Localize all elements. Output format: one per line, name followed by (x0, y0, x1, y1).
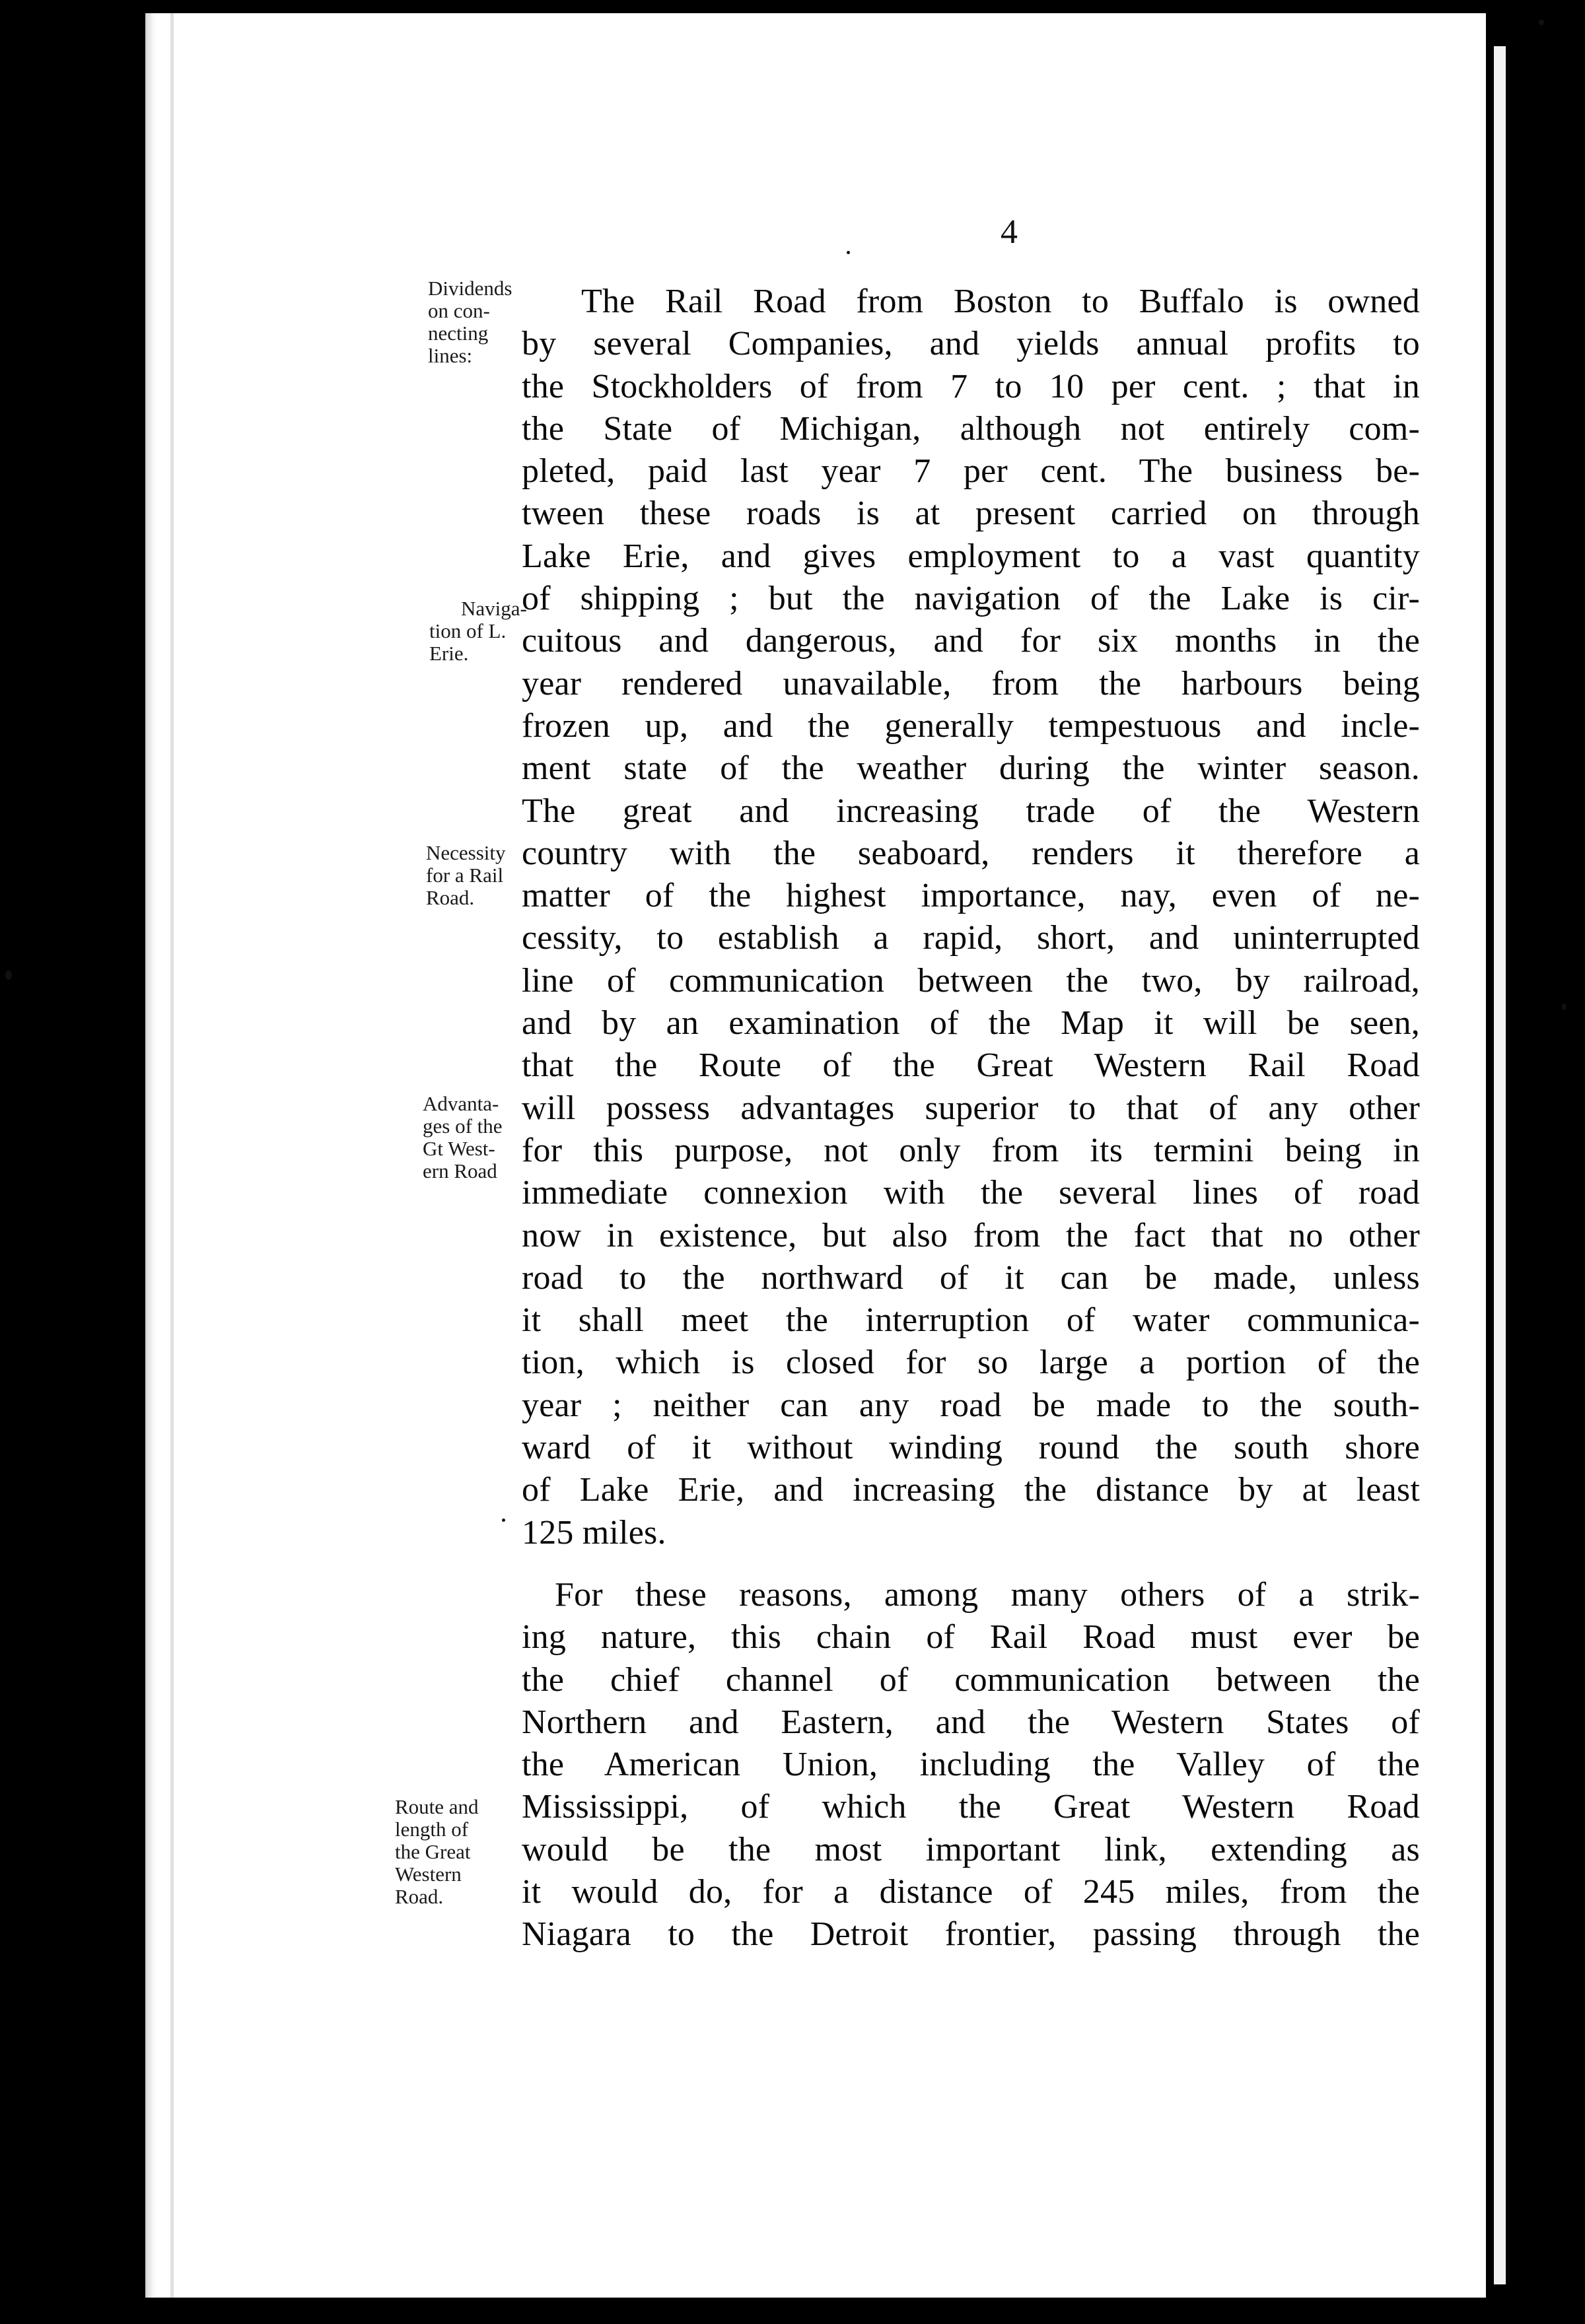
text-line: by several Companies, and yields annual profits to (522, 325, 1420, 363)
margin-note-line: on con- (428, 299, 490, 322)
scan-speck (1562, 1004, 1566, 1010)
paragraph-gap (522, 1554, 1420, 1574)
text-line: For these reasons, among many others of a strik- (555, 1575, 1420, 1614)
margin-note-line: ern Road (423, 1159, 497, 1182)
text-line: ing nature, this chain of Rail Road must ever be (522, 1618, 1420, 1657)
text-line: would be the most important link, extending as (522, 1830, 1420, 1868)
margin-note-line: Advanta- (423, 1092, 499, 1115)
margin-note-line: Dividends (428, 277, 512, 300)
margin-note-line: lines: (428, 344, 473, 367)
margin-note-line: for a Rail (426, 864, 504, 887)
text-line: now in existence, but also from the fact that no other (522, 1216, 1420, 1254)
text-line: tween these roads is at present carried on through (522, 495, 1420, 533)
text-line: it would do, for a distance of 245 miles, from the (522, 1872, 1420, 1911)
text-line: immediate connexion with the several lines of road (522, 1174, 1420, 1212)
text-line: The great and increasing trade of the Western (522, 792, 1420, 830)
text-line: matter of the highest importance, nay, even of ne- (522, 877, 1420, 915)
margin-note-line: Necessity (426, 841, 506, 864)
text-line: the State of Michigan, although not entirely com- (522, 409, 1420, 448)
scan-speck (1539, 20, 1544, 25)
text-line: year ; neither can any road be made to the south- (522, 1386, 1420, 1424)
text-line: for this purpose, not only from its termini being in (522, 1131, 1420, 1169)
scan-speck (502, 1519, 505, 1522)
body-text (522, 281, 1420, 1956)
text-line: tion, which is closed for so large a portion of the (522, 1344, 1420, 1382)
margin-note-line: Naviga- (461, 597, 527, 620)
margin-note-necessity (426, 842, 506, 909)
text-line: road to the northward of it can be made, unless (522, 1258, 1420, 1297)
text-line: the American Union, including the Valley of the (522, 1746, 1420, 1784)
text-line: the Stockholders of from 7 to 10 per cent. ; that in (522, 367, 1420, 405)
margin-note-line: Gt West- (423, 1137, 495, 1160)
margin-note-line: Western (395, 1863, 462, 1886)
margin-note-line: the Great (395, 1840, 471, 1863)
text-line: the chief channel of communication between the (522, 1660, 1420, 1699)
text-line: Niagara to the Detroit frontier, passing through the (522, 1915, 1420, 1954)
text-line: and by an examination of the Map it will be seen, (522, 1004, 1420, 1042)
text-line: of Lake Erie, and increasing the distance by at least (522, 1471, 1420, 1509)
scan-speck (5, 971, 12, 980)
margin-note-advantages (423, 1093, 503, 1182)
text-line: will possess advantages superior to that of any other (522, 1089, 1420, 1127)
text-line: Northern and Eastern, and the Western States of (522, 1703, 1420, 1741)
text-line: it shall meet the interruption of water communica- (522, 1301, 1420, 1340)
binding-shadow (170, 13, 174, 2298)
margin-note-route (395, 1796, 479, 1908)
margin-note-line: necting (428, 322, 489, 345)
margin-note-line: length of (395, 1818, 469, 1841)
page-number: 4 (1001, 213, 1018, 251)
next-page-edge (1494, 46, 1506, 2284)
text-line: year rendered unavailable, from the harbours being (522, 664, 1420, 702)
margin-note-line: tion of L. (429, 619, 507, 642)
margin-note-line: Road. (395, 1885, 444, 1908)
text-line: pleted, paid last year 7 per cent. The business be- (522, 452, 1420, 491)
text-line: Mississippi, of which the Great Western Road (522, 1788, 1420, 1826)
text-line: The Rail Road from Boston to Buffalo is owned (581, 283, 1420, 320)
margin-note-line: ges of the (423, 1114, 503, 1138)
text-line: ment state of the weather during the winter season. (522, 749, 1420, 788)
margin-note-dividends (428, 277, 512, 367)
margin-note-line: Erie. (429, 642, 469, 665)
margin-note-line: Road. (426, 886, 475, 909)
margin-note-line: Route and (395, 1795, 479, 1818)
text-line: cuitous and dangerous, and for six months in the (522, 622, 1420, 660)
text-line: Lake Erie, and gives employment to a vast quantity (522, 537, 1420, 575)
text-line: 125 miles. (522, 1513, 666, 1552)
text-line: ward of it without winding round the south shore (522, 1429, 1420, 1467)
text-line: line of communication between the two, by railroad, (522, 961, 1420, 1000)
text-line: frozen up, and the generally tempestuous and incle- (522, 706, 1420, 745)
scan-speck (847, 251, 850, 254)
text-line: that the Route of the Great Western Rail Road (522, 1046, 1420, 1085)
text-line: of shipping ; but the navigation of the Lake is cir- (522, 580, 1420, 618)
text-line: cessity, to establish a rapid, short, and uninterrupted (522, 919, 1420, 957)
text-line: country with the seaboard, renders it therefore a (522, 834, 1420, 872)
margin-note-navigation (429, 598, 527, 665)
